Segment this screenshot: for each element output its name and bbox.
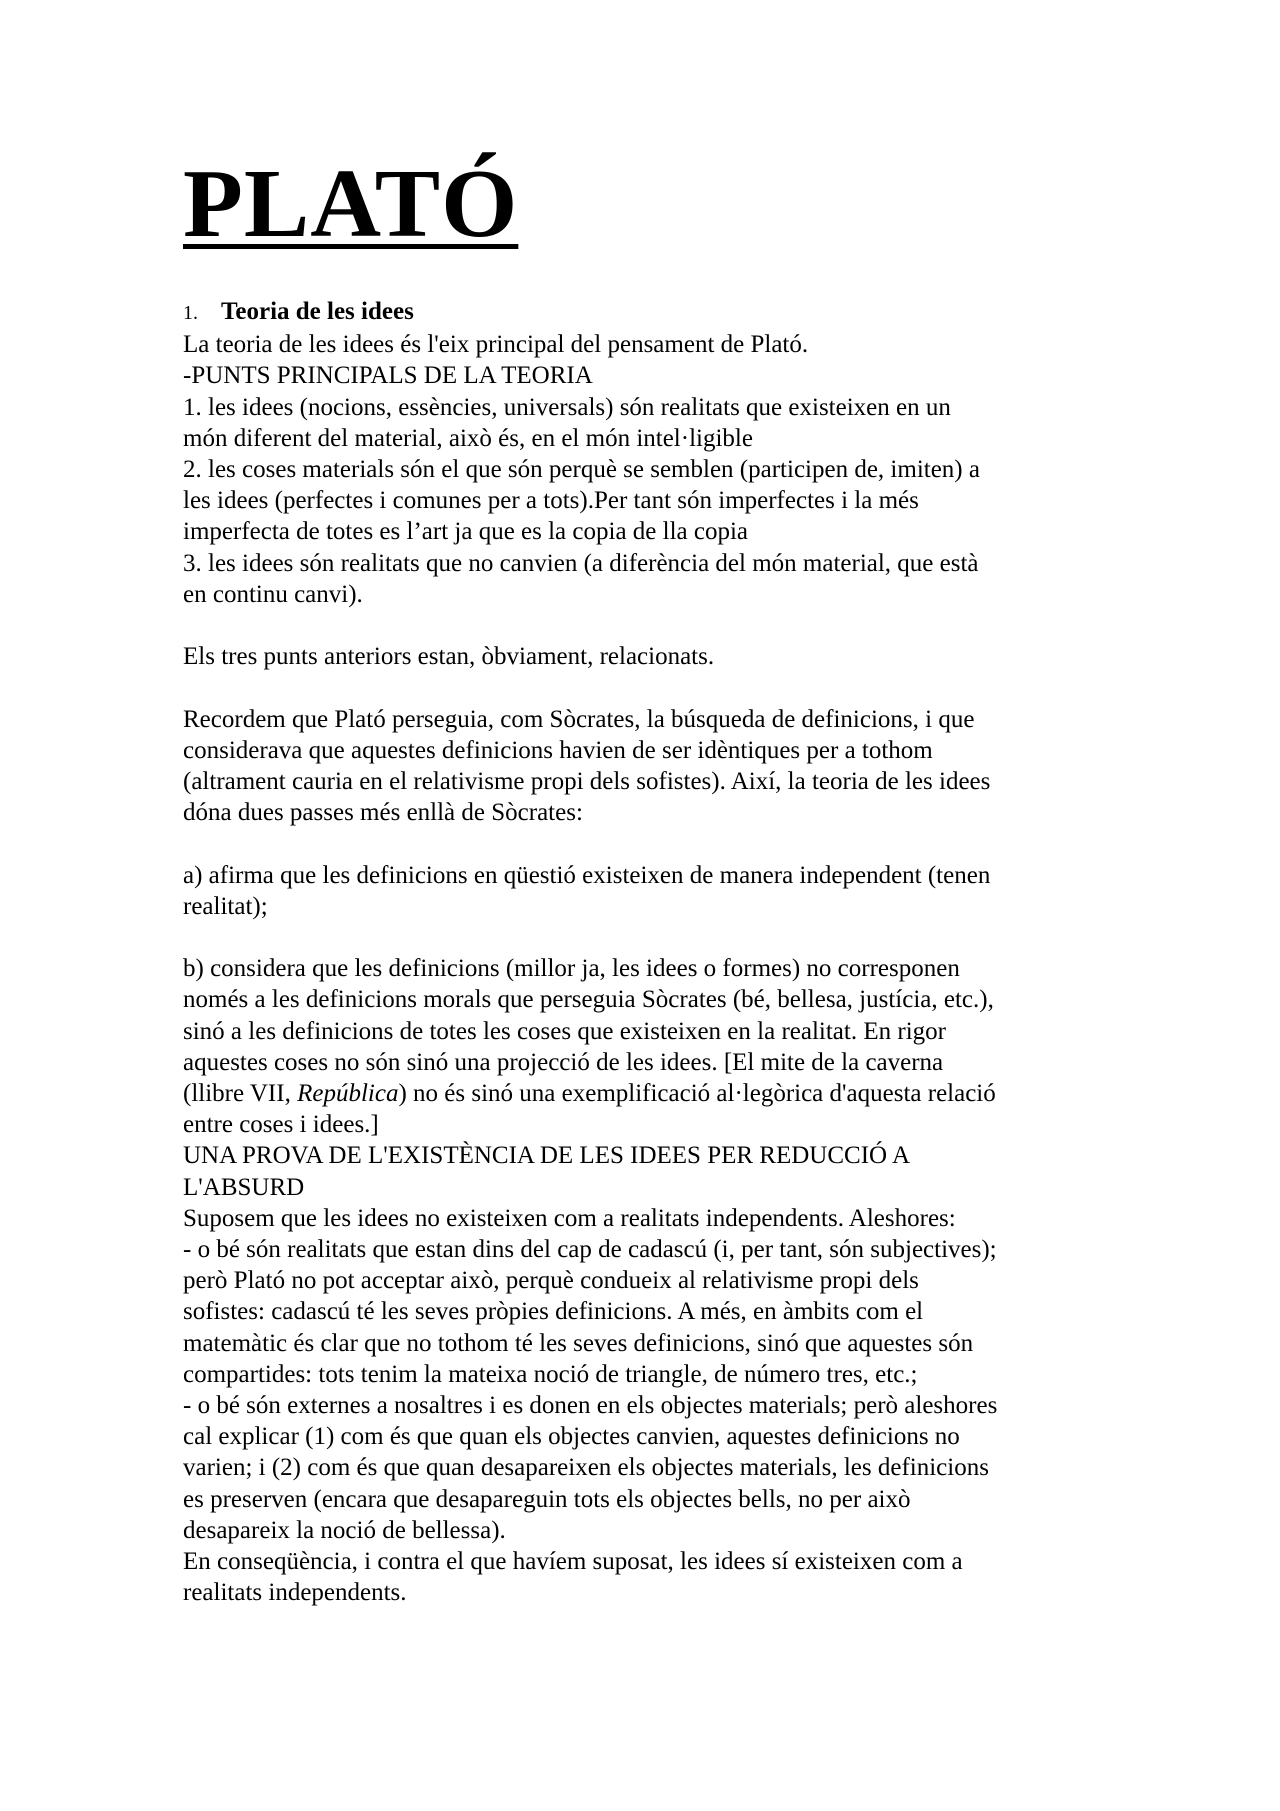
text-line: - o bé són realitats que estan dins del cap de cadascú (i, per tant, són subjectives); <box>183 1236 997 1264</box>
section-heading <box>183 296 1103 329</box>
text-line: 3. les idees són realitats que no canvien (a diferència del món material, que està <box>183 549 979 577</box>
blank-line <box>183 672 1103 703</box>
text-line: - o bé són externes a nosaltres i es donen en els objectes materials; però aleshores <box>183 1392 998 1420</box>
text-line: sinó a les definicions de totes les coses que existeixen en la realitat. En rigor <box>183 1017 946 1045</box>
text-line: (altrament cauria en el relativisme propi dels sofistes). Així, la teoria de les idees <box>183 768 991 796</box>
text-line: aquestes coses no són sinó una projecció de les idees. [El mite de la caverna <box>183 1048 944 1076</box>
text-line: desapareix la noció de bellessa). <box>183 1516 506 1544</box>
book-title: República <box>297 1080 399 1108</box>
text-line: Els tres punts anteriors estan, òbviament, relacionats. <box>183 643 715 671</box>
text-line: però Plató no pot acceptar això, perquè condueix al relativisme propi dels <box>183 1267 919 1295</box>
document-body <box>183 296 1103 1608</box>
text-line: dóna dues passes més enllà de Sòcrates: <box>183 799 583 827</box>
text-line: 2. les coses materials són el que són perquè se semblen (participen de, imiten) a <box>183 456 980 484</box>
italic-line: (llibre VII, República) no és sinó una exemplificació al·legòrica d'aquesta relació <box>183 1080 996 1108</box>
text-line: varien; i (2) com és que quan desapareixen els objectes materials, les definicions <box>183 1454 989 1482</box>
text-line: L'ABSURD <box>183 1173 305 1201</box>
text-line: considerava que aquestes definicions havien de ser idèntiques per a tothom <box>183 736 933 764</box>
text-line: món diferent del material, això és, en el món intel·ligible <box>183 424 753 452</box>
text-line: realitats independents. <box>183 1579 407 1607</box>
text-line: es preserven (encara que desapareguin tots els objectes bells, no per això <box>183 1485 911 1513</box>
text-line: les idees (perfectes i comunes per a tots).Per tant són imperfectes i la més <box>183 487 919 515</box>
paragraph-lines <box>183 329 1103 1078</box>
text-line: a) afirma que les definicions en qüestió existeixen de manera independent (tenen <box>183 861 991 889</box>
text-line: En conseqüència, i contra el que havíem suposat, les idees sí existeixen com a <box>183 1548 963 1576</box>
text-line: realitat); <box>183 892 268 920</box>
paragraph-lines-continued <box>183 1109 1103 1608</box>
section-heading-text: Teoria de les idees <box>221 298 414 325</box>
blank-line <box>183 828 1103 859</box>
text-line: Recordem que Plató perseguia, com Sòcrates, la búsqueda de definicions, i que <box>183 705 975 733</box>
text-line: cal explicar (1) com és que quan els objectes canvien, aquestes definicions no <box>183 1423 960 1451</box>
blank-line <box>183 610 1103 641</box>
text-line: La teoria de les idees és l'eix principal del pensament de Plató. <box>183 331 809 359</box>
document-page <box>183 150 1103 1608</box>
text-line: 1. les idees (nocions, essències, universals) són realitats que existeixen en un <box>183 393 951 421</box>
section-number: 1. <box>183 302 198 324</box>
text-line: només a les definicions morals que perseguia Sòcrates (bé, bellesa, justícia, etc.), <box>183 986 994 1014</box>
text-line: b) considera que les definicions (millor ja, les idees o formes) no corresponen <box>183 955 960 983</box>
text-line: -PUNTS PRINCIPALS DE LA TEORIA <box>183 362 593 390</box>
text-line: matemàtic és clar que no tothom té les seves definicions, sinó que aquestes són <box>183 1329 974 1357</box>
text-line: Suposem que les idees no existeixen com a realitats independents. Aleshores: <box>183 1204 956 1232</box>
blank-line <box>183 922 1103 953</box>
text-line: UNA PROVA DE L'EXISTÈNCIA DE LES IDEES PER REDUCCIÓ A <box>183 1142 911 1170</box>
text-line: en continu canvi). <box>183 580 363 608</box>
text-line: compartides: tots tenim la mateixa noció de triangle, de número tres, etc.; <box>183 1360 918 1388</box>
text-line: entre coses i idees.] <box>183 1111 379 1139</box>
document-title: PLATÓ <box>183 150 519 258</box>
text-line: sofistes: cadascú té les seves pròpies definicions. A més, en àmbits com el <box>183 1298 924 1326</box>
text-line: imperfecta de totes es l’art ja que es la copia de lla copia <box>183 518 749 546</box>
